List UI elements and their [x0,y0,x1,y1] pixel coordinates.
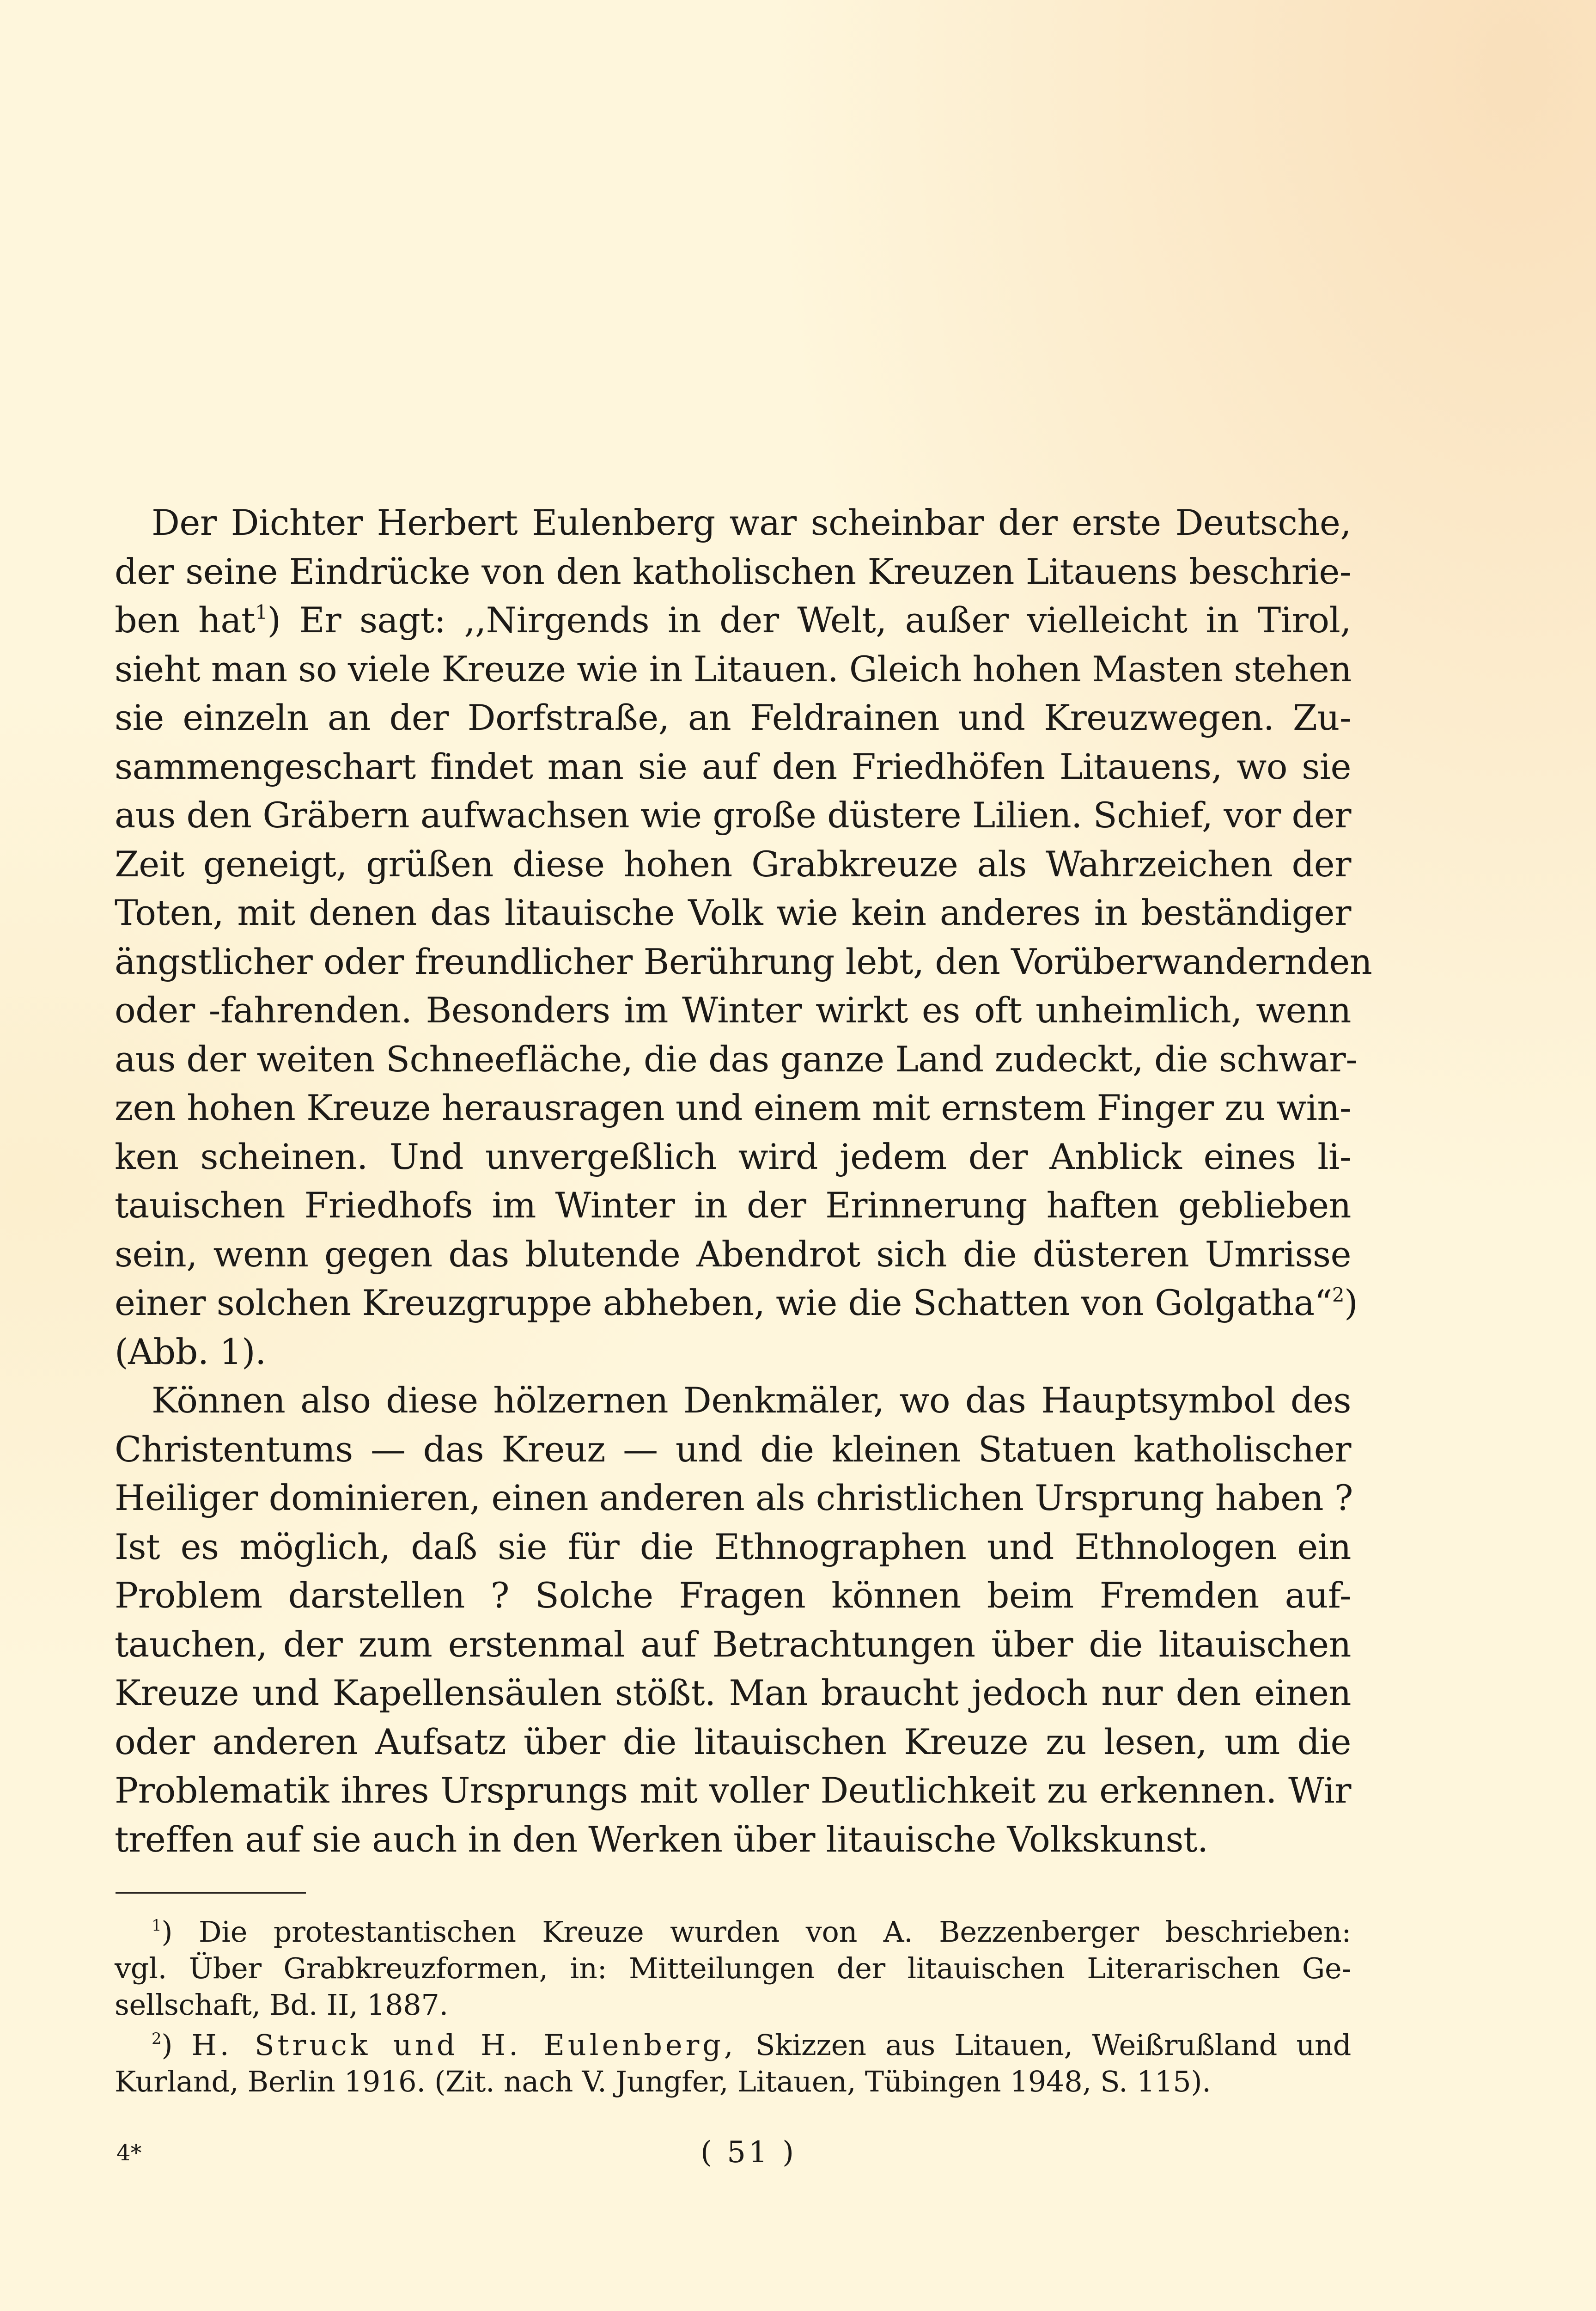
text-line: aus den Gräbern aufwachsen wie große düstere Lilien. Schief, vor der [115,795,1351,836]
text-fragment: einer solchen Kreuzgruppe abheben, wie die Schatten von Golgatha“ [115,1282,1332,1323]
footnote-line: vgl. Über Grabkreuzformen, in: Mitteilungen der litauischen Literarischen Ge- [115,1951,1351,1985]
main-text [115,498,1372,1864]
page-number: ( 51 ) [700,2135,797,2170]
footnotes [115,1914,1351,2100]
text-line: Kreuze und Kapellensäulen stößt. Man braucht jedoch nur den einen [115,1672,1351,1713]
text-line: Problem darstellen ? Solche Fragen können beim Fremden auf- [115,1575,1351,1616]
footnote-line [115,1914,1351,1950]
text-line: zen hohen Kreuze herausragen und einem mit ernstem Finger zu win- [115,1087,1351,1128]
footnote-1 [115,1914,1351,2023]
text-fragment: ) Er sagt: ,,Nirgends in der Welt, außer vielleicht in Tirol, [267,599,1352,641]
text-fragment: ben hat [115,599,256,641]
text-line: Toten, mit denen das litauische Volk wie kein anderes in beständiger [115,892,1351,933]
footnote-line [115,2027,1351,2063]
text-line: sein, wenn gegen das blutende Abendrot sich die düsteren Umrisse [115,1233,1351,1275]
text-line [115,1278,1358,1327]
footnote-separator-rule [116,1892,306,1894]
text-line: Christentums — das Kreuz — und die kleinen Statuen katholischer [115,1428,1351,1470]
text-fragment: ) [1344,1282,1358,1323]
text-line: Zeit geneigt, grüßen diese hohen Grabkreuze als Wahrzeichen der [115,843,1351,885]
text-line: sieht man so viele Kreuze wie in Litauen. Gleich hohen Masten stehen [115,648,1352,690]
footnote-ref-2[interactable]: 2 [1332,1283,1344,1306]
paragraph-1 [115,498,1372,1376]
footnote-2 [115,2027,1351,2100]
footnote-marker: 1 [152,1916,162,1935]
text-line: ängstlicher oder freundlicher Berührung lebt, den Vorüberwandernden [115,941,1372,982]
text-line: Heiliger dominieren, einen anderen als christlichen Ursprung haben ? [115,1477,1353,1518]
text-fragment: ) [161,2028,192,2062]
text-line: Können also diese hölzernen Denkmäler, wo das Hauptsymbol des [152,1380,1351,1421]
text-line: der seine Eindrücke von den katholischen Kreuzen Litauens beschrie- [115,550,1351,592]
text-fragment: ) Die protestantischen Kreuze wurden von A. Bezzenberger beschrieben: [161,1915,1351,1949]
text-line: Ist es möglich, daß sie für die Ethnographen und Ethnologen ein [115,1526,1351,1567]
footnote-marker: 2 [152,2030,162,2048]
text-fragment: Skizzen aus Litauen, Weißrußland und [736,2028,1352,2062]
signature-mark: 4* [116,2140,142,2166]
text-line [115,596,1351,645]
text-line: ken scheinen. Und unvergeßlich wird jedem der Anblick eines li- [115,1136,1351,1177]
text-line: Problematik ihres Ursprungs mit voller Deutlichkeit zu erkennen. Wir [115,1770,1351,1811]
footnote-ref-1[interactable]: 1 [255,600,268,624]
footnote-authors: H. Struck und H. Eulenberg, [191,2028,737,2062]
footnote-line: Kurland, Berlin 1916. (Zit. nach V. Jungfer, Litauen, Tübingen 1948, S. 115). [115,2065,1211,2098]
text-line: tauischen Friedhofs im Winter in der Erinnerung haften geblieben [115,1185,1351,1226]
text-line: sammengeschart findet man sie auf den Friedhöfen Litauens, wo sie [115,746,1351,787]
text-line: (Abb. 1). [115,1331,266,1372]
text-line: oder -fahrenden. Besonders im Winter wirkt es oft unheimlich, wenn [115,990,1351,1031]
text-line: tauchen, der zum erstenmal auf Betrachtungen über die litauischen [115,1623,1351,1665]
text-line: oder anderen Aufsatz über die litauischen Kreuze zu lesen, um die [115,1721,1351,1762]
footnote-line: sellschaft, Bd. II, 1887. [115,1988,448,2022]
text-line: Der Dichter Herbert Eulenberg war scheinbar der erste Deutsche, [152,502,1351,543]
paragraph-2 [115,1376,1351,1864]
text-line: aus der weiten Schneefläche, die das ganze Land zudeckt, die schwar- [115,1038,1358,1080]
text-line: sie einzeln an der Dorfstraße, an Feldrainen und Kreuzwegen. Zu- [115,697,1351,738]
text-line: treffen auf sie auch in den Werken über litauische Volkskunst. [115,1818,1208,1860]
